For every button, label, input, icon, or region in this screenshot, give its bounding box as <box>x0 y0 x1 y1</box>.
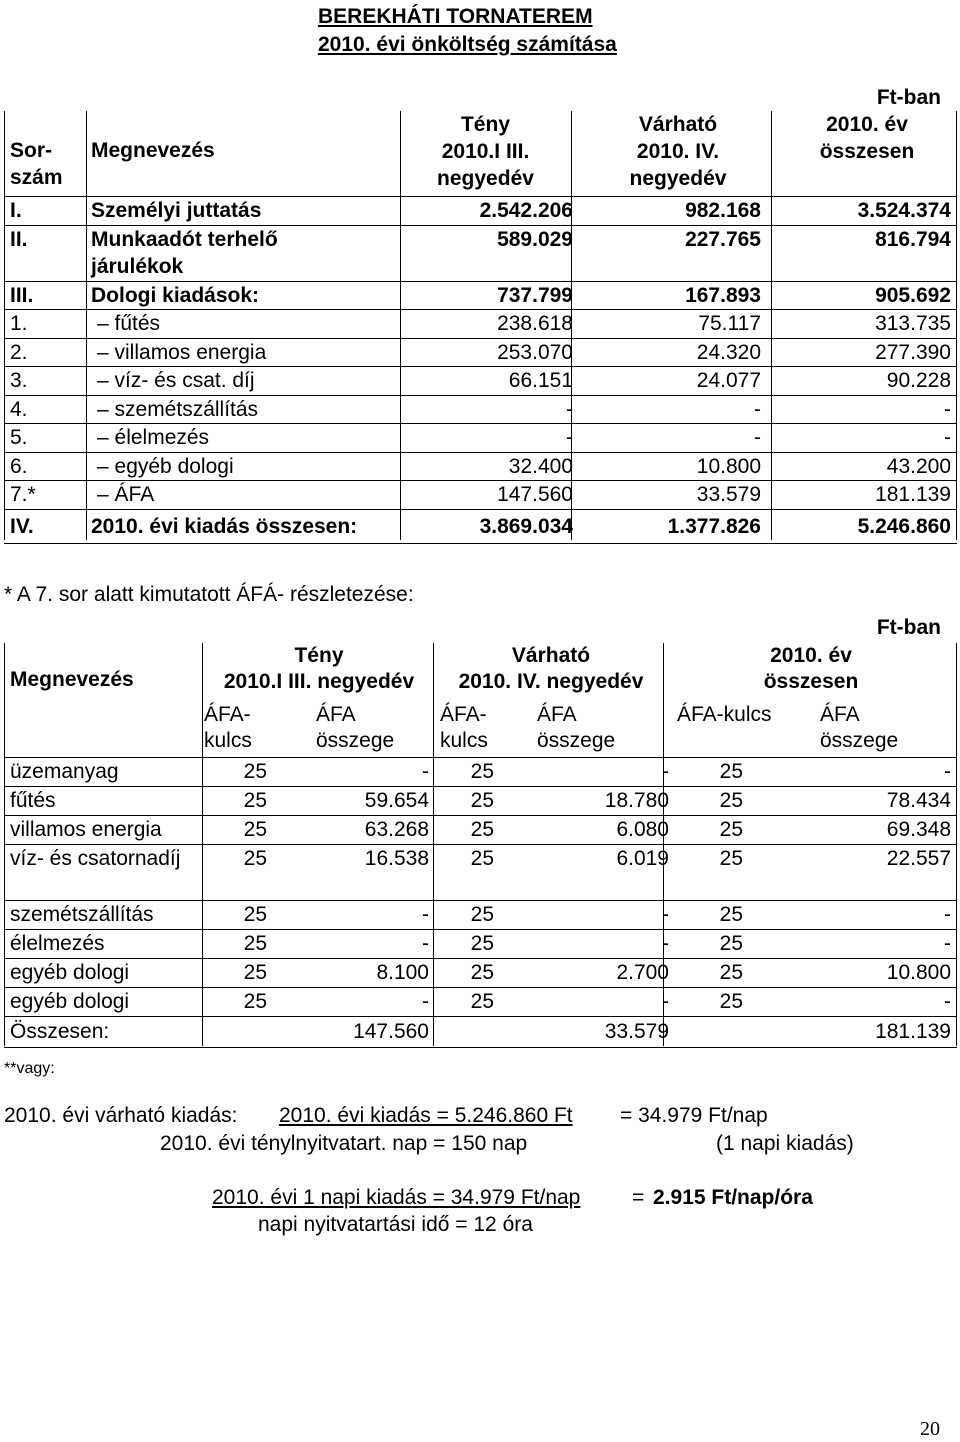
table-total-row: IV. 2010. évi kiadás összesen: 3.869.034 1.377.826 5.246.860 <box>4 510 957 544</box>
calc-numerator: 2010. évi kiadás = 5.246.860 Ft <box>279 1104 573 1127</box>
table-header <box>4 643 957 758</box>
unit-label-2: Ft-ban <box>876 616 941 639</box>
table-row: egyéb dologi 25 - 25 - 25 - <box>4 988 957 1017</box>
calc-denominator: 2010. évi ténylnyitvatart. nap = 150 nap <box>160 1132 528 1155</box>
document-subtitle: 2010. évi önköltség számítása <box>318 33 617 56</box>
col-header-afa-kulcs: ÁFA- kulcs <box>440 703 488 752</box>
calc-equals: = <box>632 1186 645 1209</box>
document-title: BEREKHÁTI TORNATEREM <box>318 5 593 28</box>
col-header-megnevezes: Megnevezés <box>10 668 134 691</box>
table-row: 6. – egyéb dologi 32.400 10.800 43.200 <box>4 453 957 482</box>
cost-table <box>4 111 957 544</box>
col-header-osszesen: 2010. év összesen <box>819 113 915 163</box>
table-row: II. Munkaadót terhelő járulékok 589.029 227.765 816.794 <box>4 226 957 282</box>
col-header-afa-osszege: ÁFA összege <box>820 703 899 752</box>
col-header-afa-osszege: ÁFA összege <box>537 703 616 752</box>
calc-daily: 2010. évi 1 napi kiadás = 34.979 Ft/nap <box>212 1186 581 1209</box>
table-row: I. Személyi juttatás 2.542.206 982.168 3.524.374 <box>4 197 957 226</box>
col-header-afa-osszege: ÁFA összege <box>316 703 395 752</box>
table-row: 5. – élelmezés - - - <box>4 424 957 453</box>
calc-label: 2010. évi várható kiadás: <box>4 1104 238 1127</box>
calc-note: (1 napi kiadás) <box>716 1132 854 1155</box>
col-header-varhato: Várható 2010. IV. negyedév <box>629 113 727 190</box>
table-row: fűtés 25 59.654 25 18.780 25 78.434 <box>4 787 957 816</box>
table-row: 2. – villamos energia 253.070 24.320 277.390 <box>4 339 957 368</box>
table-row: 3. – víz- és csat. díj 66.151 24.077 90.228 <box>4 367 957 396</box>
table-row: víz- és csatornadíj 25 16.538 25 6.019 25 22.557 <box>4 845 957 901</box>
col-header-teny: Tény 2010.I III. negyedév <box>437 113 534 190</box>
col-header-teny: Tény 2010.I III. negyedév <box>223 644 415 693</box>
table-total-row: Összesen: 147.560 33.579 181.139 <box>4 1017 957 1048</box>
table-row: egyéb dologi 25 8.100 25 2.700 25 10.800 <box>4 959 957 988</box>
table-row: szemétszállítás 25 - 25 - 25 - <box>4 901 957 930</box>
vat-note: * A 7. sor alatt kimutatott ÁFÁ- részletezése: <box>4 583 414 606</box>
table-row: villamos energia 25 63.268 25 6.080 25 69.348 <box>4 816 957 845</box>
vat-table <box>4 643 957 1048</box>
calc-result: = 34.979 Ft/nap <box>620 1104 768 1127</box>
table-row: III. Dologi kiadások: 737.799 167.893 905.692 <box>4 282 957 311</box>
table-header <box>4 111 957 197</box>
calc-opening-hours: napi nyitvatartási idő = 12 óra <box>258 1213 533 1236</box>
alternative-label: **vagy: <box>4 1060 55 1077</box>
col-header-megnevezes: Megnevezés <box>91 139 215 162</box>
table-row: 4. – szemétszállítás - - - <box>4 396 957 425</box>
unit-label: Ft-ban <box>876 86 941 109</box>
page-number: 20 <box>920 1418 940 1440</box>
col-header-afa-kulcs: ÁFA- kulcs <box>204 703 252 752</box>
calc-hourly-result: 2.915 Ft/nap/óra <box>653 1186 813 1209</box>
table-row: 7.* – ÁFA 147.560 33.579 181.139 <box>4 481 957 510</box>
table-row: élelmezés 25 - 25 - 25 - <box>4 930 957 959</box>
col-header-ev: 2010. év összesen <box>763 644 859 693</box>
col-header-sorszam: Sor- szám <box>10 139 63 189</box>
col-header-afa-kulcs: ÁFA-kulcs <box>677 703 772 726</box>
table-row: üzemanyag 25 - 25 - 25 - <box>4 758 957 787</box>
table-row: 1. – fűtés 238.618 75.117 313.735 <box>4 310 957 339</box>
col-header-varhato: Várható 2010. IV. negyedév <box>458 644 644 693</box>
